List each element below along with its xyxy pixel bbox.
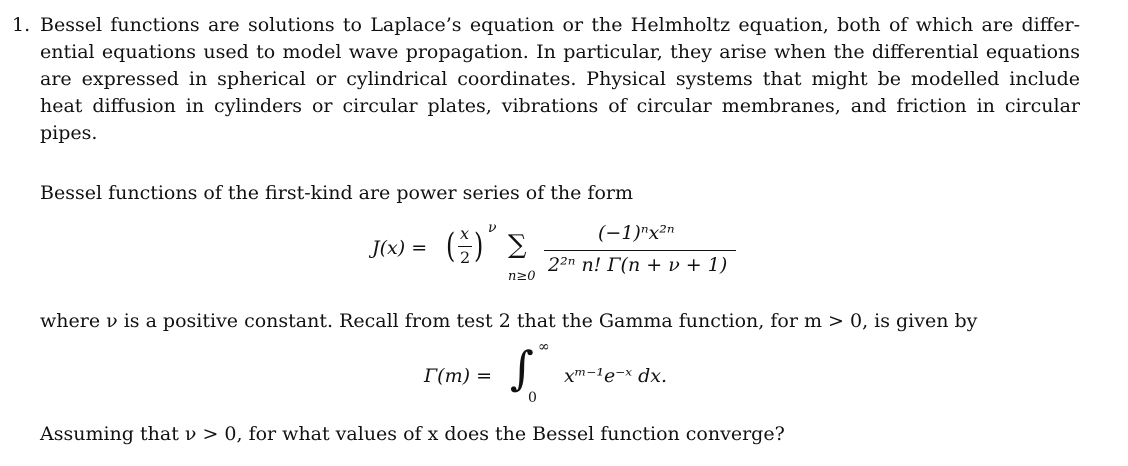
left-paren: ( [445,226,456,266]
where-line: where ν is a positive constant. Recall from test 2 that the Gamma function, for m > 0, is given by [40,310,978,332]
right-paren: ) [473,226,484,266]
bessel-formula [372,220,752,290]
gamma-lhs: Γ(m) = [424,365,492,387]
fraction-bar [544,250,736,251]
base-denominator: 2 [460,248,471,267]
sum-index: n≥0 [508,269,536,284]
integral-symbol: ∫ [510,341,534,395]
upper-limit: ∞ [538,339,550,355]
series-intro: Bessel functions of the first-kind are power series of the form [40,182,633,204]
intro-paragraph [40,12,1080,147]
gamma-formula [424,339,724,415]
fraction-numerator: (−1)ⁿx²ⁿ [598,222,675,244]
integrand: xᵐ⁻¹e⁻ˣ dx. [564,365,667,387]
fraction-denominator: 2²ⁿ n! Γ(n + ν + 1) [548,254,728,276]
intro-line: Bessel functions are solutions to Laplace’s equation or the Helmholtz equation, both of which are differ- [40,14,1080,36]
bessel-lhs: J(x) = [372,237,428,259]
intro-line: heat diffusion in cylinders or circular plates, vibrations of circular membranes, and friction in circular [40,95,1080,117]
base-fraction-bar [458,246,472,247]
sum-symbol: ∑ [508,230,527,260]
intro-line: pipes. [40,122,98,144]
base-numerator: x [460,224,470,243]
power-exponent: ν [488,220,497,236]
lower-limit: 0 [528,390,537,406]
intro-line: are expressed in spherical or cylindrical coordinates. Physical systems that might be modelled include [40,68,1080,90]
question: Assuming that ν > 0, for what values of x does the Bessel function converge? [40,423,785,445]
intro-line: ential equations used to model wave propagation. In particular, they arise when the differential equations [40,41,1080,63]
problem-number: 1. [12,14,31,36]
